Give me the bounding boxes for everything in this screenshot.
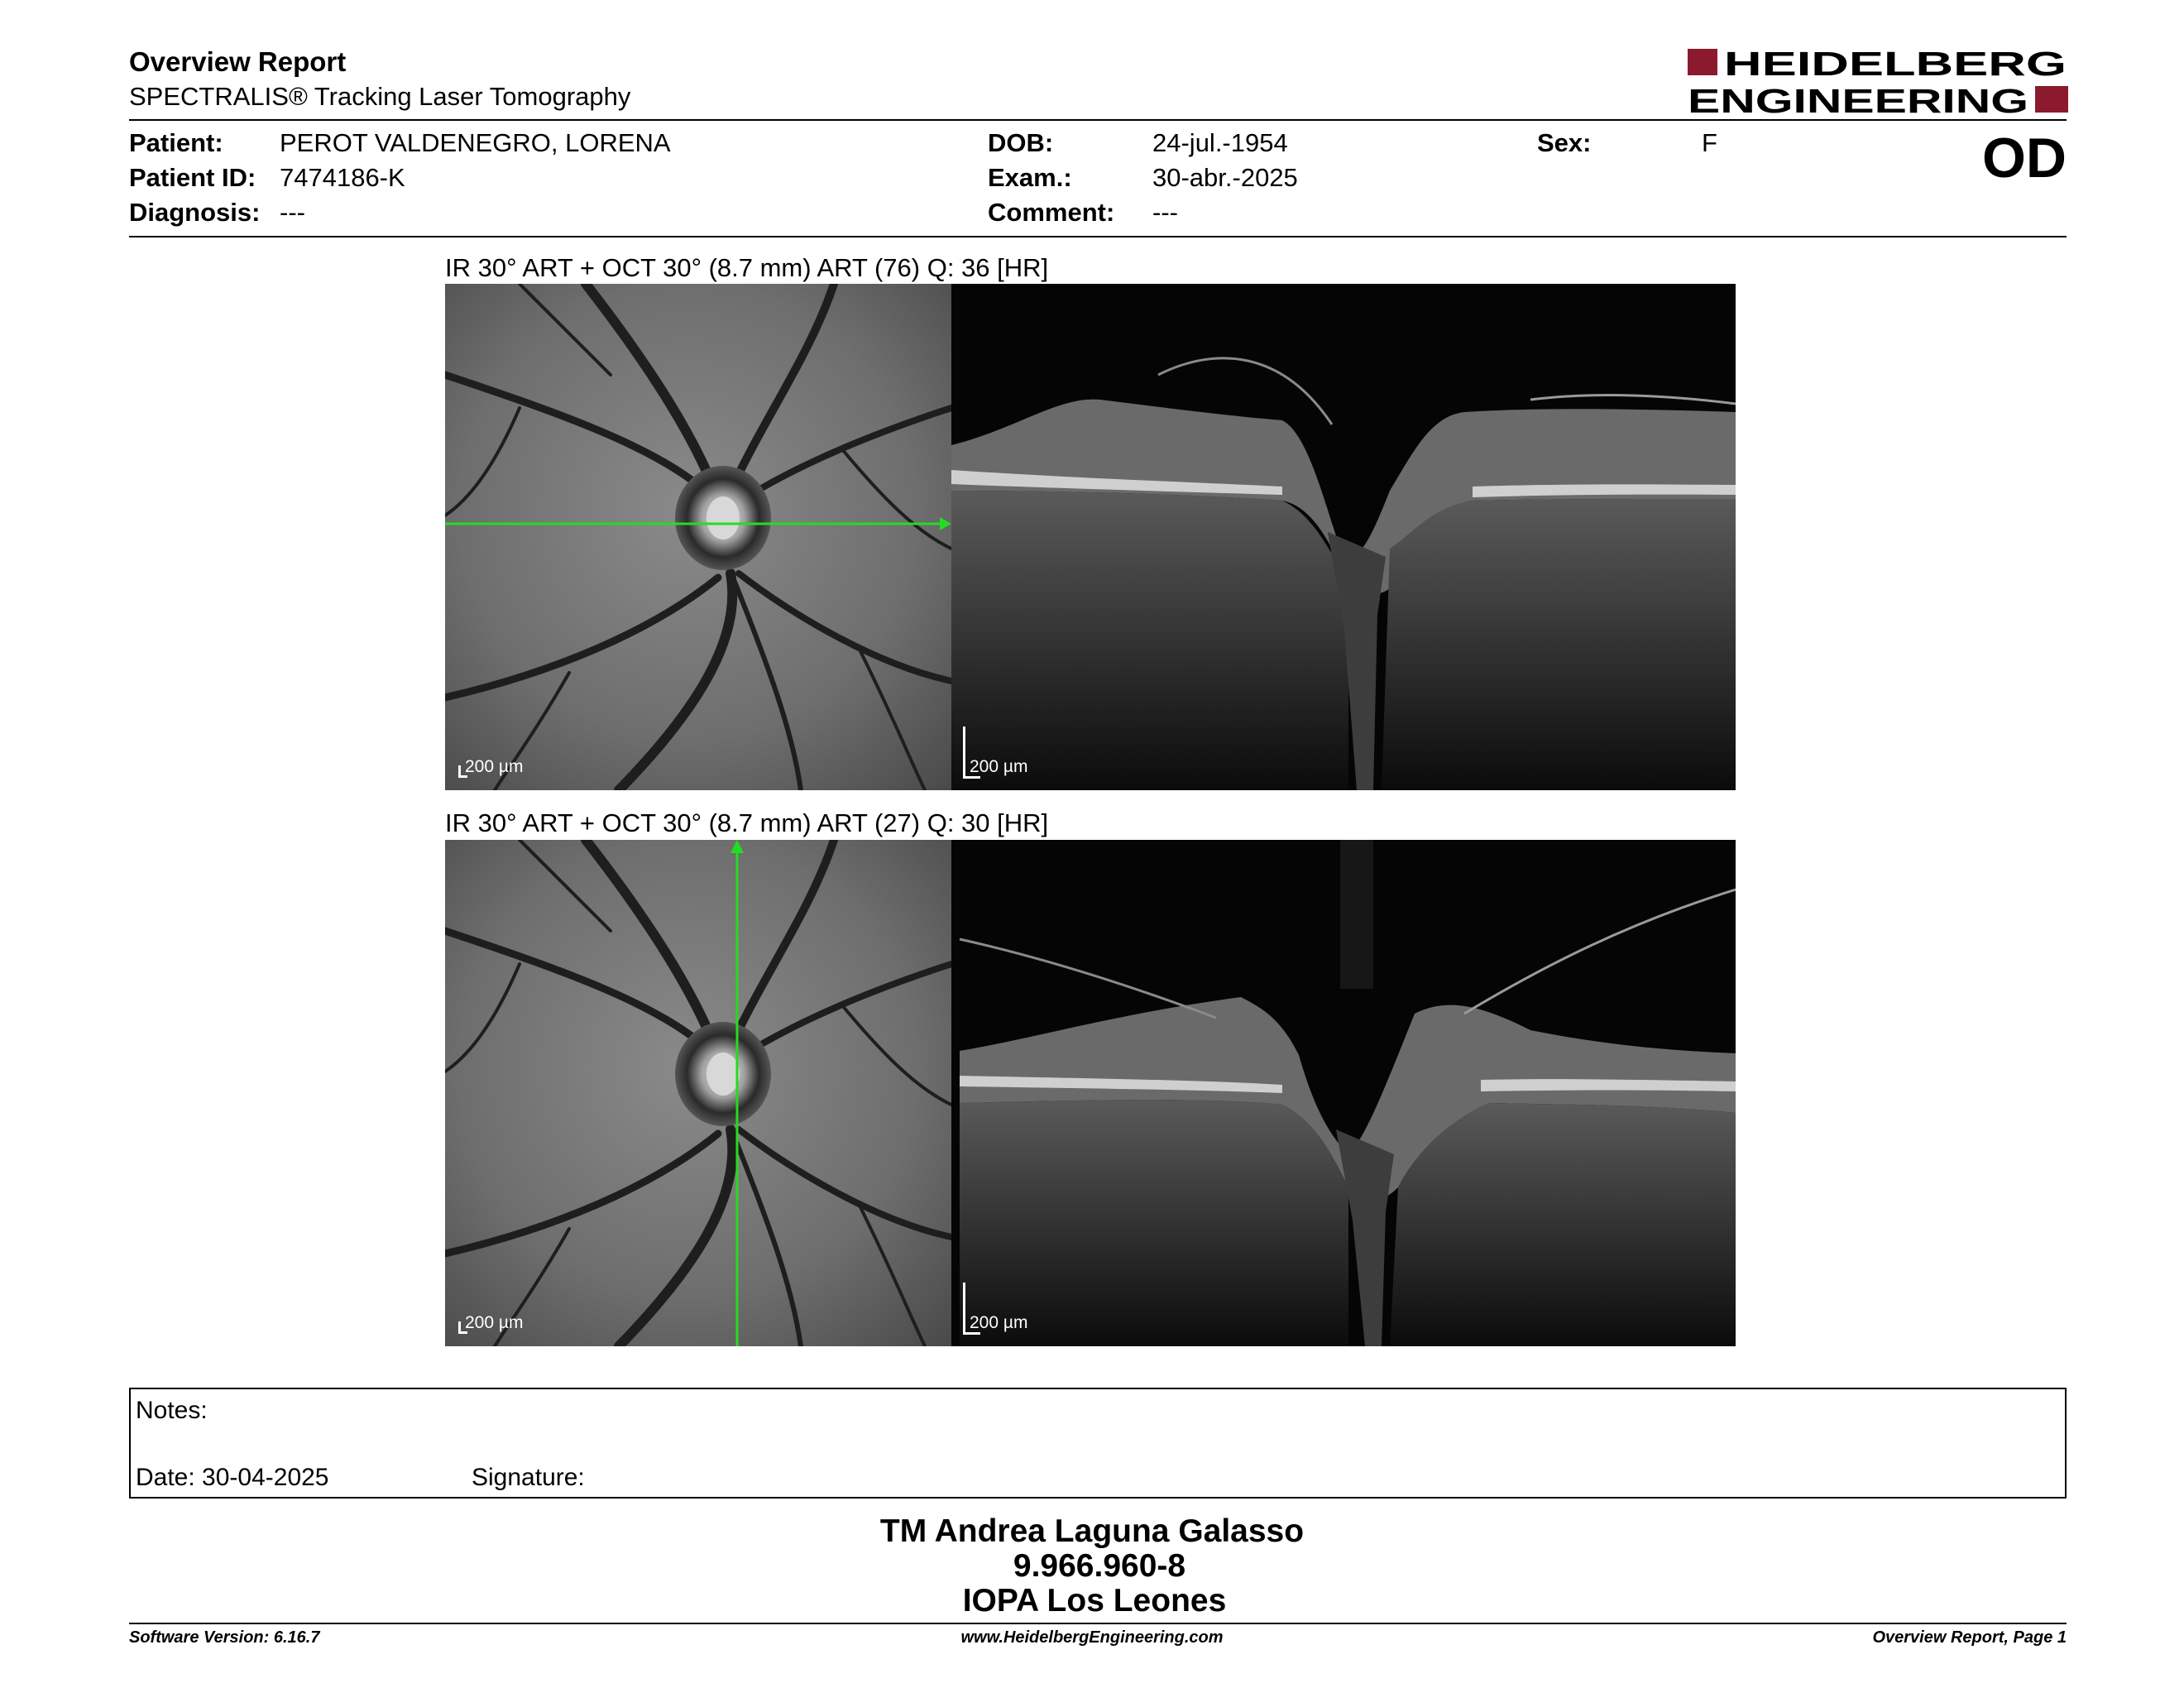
scan-1-ir-image[interactable]: 200 µm (445, 284, 951, 790)
page-indicator: Overview Report, Page 1 (1872, 1628, 2067, 1647)
sex-value: F (1702, 128, 1717, 157)
svg-text:ENGINEERING: ENGINEERING (1688, 82, 2028, 116)
header-divider (129, 119, 2067, 121)
oct-bscan-icon (951, 284, 1736, 790)
footer-divider (129, 1623, 2067, 1624)
fundus-icon (445, 284, 951, 790)
svg-text:HEIDELBERG: HEIDELBERG (1724, 46, 2067, 83)
signature-label: Signature: (472, 1464, 585, 1491)
fundus-icon (445, 840, 951, 1346)
comment-value: --- (1152, 198, 1178, 227)
scan-1-caption: IR 30° ART + OCT 30° (8.7 mm) ART (76) Q: 36 [HR] (445, 253, 1049, 282)
patient-label: Patient: (129, 128, 223, 157)
oct-bscan-icon (951, 840, 1736, 1346)
scan-2-oct-image[interactable]: 200 µm (951, 840, 1736, 1346)
dob-value: 24-jul.-1954 (1152, 128, 1288, 157)
report-subtitle: SPECTRALIS® Tracking Laser Tomography (129, 82, 631, 111)
scan-2-caption: IR 30° ART + OCT 30° (8.7 mm) ART (27) Q: 30 [HR] (445, 808, 1049, 837)
website-link[interactable]: www.HeidelbergEngineering.com (960, 1628, 1224, 1647)
eye-indicator: OD (1982, 127, 2067, 189)
exam-value: 30-abr.-2025 (1152, 163, 1298, 192)
stamp-institution: IOPA Los Leones (962, 1583, 1227, 1618)
patient-id: 7474186-K (280, 163, 405, 192)
notes-label: Notes: (136, 1397, 208, 1424)
heidelberg-logo (1688, 46, 2068, 116)
patient-divider (129, 236, 2067, 237)
diagnosis-label: Diagnosis: (129, 198, 261, 227)
patient-id-label: Patient ID: (129, 163, 256, 192)
sex-label: Sex: (1537, 128, 1592, 157)
scan-2-ir-image[interactable]: 200 µm (445, 840, 951, 1346)
patient-name: PEROT VALDENEGRO, LORENA (280, 128, 671, 157)
stamp-name: TM Andrea Laguna Galasso (879, 1513, 1305, 1549)
diagnosis-value: --- (280, 198, 305, 227)
date-label: Date: 30-04-2025 (136, 1464, 329, 1491)
notes-box[interactable] (129, 1388, 2067, 1499)
stamp-id: 9.966.960-8 (1013, 1548, 1186, 1584)
software-version: Software Version: 6.16.7 (129, 1628, 320, 1647)
comment-label: Comment: (988, 198, 1115, 227)
scan-1-oct-image[interactable]: 200 µm (951, 284, 1736, 790)
exam-label: Exam.: (988, 163, 1072, 192)
report-title: Overview Report (129, 46, 347, 77)
dob-label: DOB: (988, 128, 1054, 157)
